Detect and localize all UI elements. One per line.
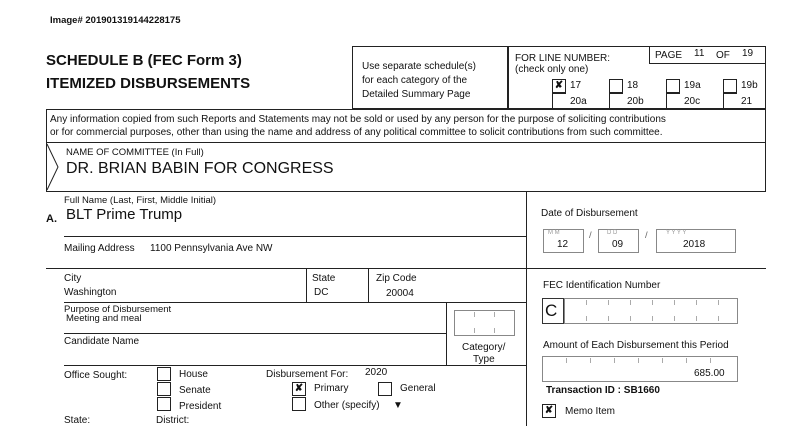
office-president-checkbox[interactable]	[157, 397, 171, 411]
page-label: PAGE	[655, 50, 683, 61]
other-label: Other (specify)	[314, 400, 380, 411]
line-17-label: 17	[570, 80, 582, 91]
date-year-value: 2018	[683, 239, 706, 250]
line-19b-checkbox[interactable]	[723, 79, 737, 93]
fec-id-field[interactable]	[564, 298, 738, 324]
date-month-value: 12	[557, 239, 569, 250]
memo-item-label: Memo Item	[565, 406, 616, 417]
line-20b-label: 20b	[627, 96, 644, 107]
date-year-hint: Y Y Y Y	[666, 230, 687, 236]
page-total: 19	[742, 48, 754, 59]
line-19a-checkbox[interactable]	[666, 79, 680, 93]
full-name-label: Full Name (Last, First, Middle Initial)	[64, 195, 217, 206]
other-dropdown-icon[interactable]: ▼	[393, 400, 403, 411]
committee-name: DR. BRIAN BABIN FOR CONGRESS	[66, 160, 334, 177]
office-house-label: House	[179, 369, 208, 380]
office-senate-label: Senate	[179, 385, 211, 396]
zip-value: 20004	[386, 288, 414, 299]
amount-value: 685.00	[694, 368, 725, 379]
state-value: DC	[314, 287, 329, 298]
general-checkbox[interactable]	[378, 382, 392, 396]
date-sep-1: /	[589, 230, 592, 241]
line-17-checkbox[interactable]: ✘	[552, 79, 566, 93]
zip-label: Zip Code	[376, 273, 417, 284]
date-label: Date of Disbursement	[541, 208, 638, 219]
transaction-id: Transaction ID : SB1660	[546, 385, 660, 396]
payee-full-name: BLT Prime Trump	[66, 206, 183, 223]
instruction-line-3: Detailed Summary Page	[362, 89, 471, 100]
primary-label: Primary	[314, 383, 349, 394]
fec-id-label: FEC Identification Number	[543, 280, 661, 291]
office-sought-label: Office Sought:	[64, 370, 128, 381]
instruction-line-2: for each category of the	[362, 75, 468, 86]
fec-id-value: C	[545, 301, 558, 320]
category-label-1: Category/	[462, 342, 506, 353]
page-number: 11	[694, 48, 705, 59]
notice-line-1: Any information copied from such Reports and Statements may not be sold or used by any person for the purpose of soliciting contributions	[50, 114, 666, 125]
line-18-checkbox[interactable]	[609, 79, 623, 93]
mailing-address: 1100 Pennsylvania Ave NW	[150, 243, 273, 254]
instruction-line-1: Use separate schedule(s)	[362, 61, 476, 72]
candidate-name-label: Candidate Name	[64, 336, 140, 347]
disbursement-for-label: Disbursement For:	[266, 369, 349, 380]
primary-checkbox[interactable]: ✘	[292, 382, 306, 396]
category-code-box[interactable]	[454, 310, 515, 336]
disbursement-for-year: 2020	[365, 367, 388, 378]
line-20a-label: 20a	[570, 96, 587, 107]
of-label: OF	[716, 50, 730, 61]
committee-label: NAME OF COMMITTEE (In Full)	[66, 147, 204, 158]
date-day-value: 09	[612, 239, 624, 250]
entry-letter: A.	[46, 213, 57, 225]
line-19a-label: 19a	[684, 80, 701, 91]
schedule-title: SCHEDULE B (FEC Form 3)	[46, 52, 242, 69]
district-label: District:	[156, 415, 190, 426]
date-sep-2: /	[645, 230, 648, 241]
office-senate-checkbox[interactable]	[157, 382, 171, 396]
office-house-checkbox[interactable]	[157, 367, 171, 381]
other-checkbox[interactable]	[292, 397, 306, 411]
line-20c-label: 20c	[684, 96, 701, 107]
notice-line-2: or for commercial purposes, other than using the name and address of any political committee to solicit contributions from such committee.	[50, 127, 663, 138]
for-line-number-label: FOR LINE NUMBER:	[515, 53, 611, 64]
date-month-hint: M M	[548, 230, 560, 236]
category-label-2: Type	[473, 354, 495, 365]
schedule-subtitle: ITEMIZED DISBURSEMENTS	[46, 75, 251, 92]
mailing-address-label: Mailing Address	[64, 243, 135, 254]
city-value: Washington	[64, 287, 117, 298]
image-id: Image# 201901319144228175	[50, 15, 181, 26]
line-19b-label: 19b	[741, 80, 758, 91]
purpose-label: Purpose of Disbursement	[64, 304, 172, 315]
general-label: General	[400, 383, 436, 394]
office-president-label: President	[179, 401, 222, 412]
line-18-label: 18	[627, 80, 639, 91]
bottom-state-label: State:	[64, 415, 91, 426]
check-only-one-label: (check only one)	[515, 64, 589, 75]
state-label: State	[312, 273, 336, 284]
memo-item-checkbox[interactable]: ✘	[542, 404, 556, 418]
amount-label: Amount of Each Disbursement this Period	[543, 340, 729, 351]
purpose-value: Meeting and meal	[66, 313, 142, 324]
city-label: City	[64, 273, 82, 284]
date-day-hint: D D	[607, 230, 618, 236]
line-21-label: 21	[741, 96, 753, 107]
arrow-marker-icon	[46, 142, 60, 192]
